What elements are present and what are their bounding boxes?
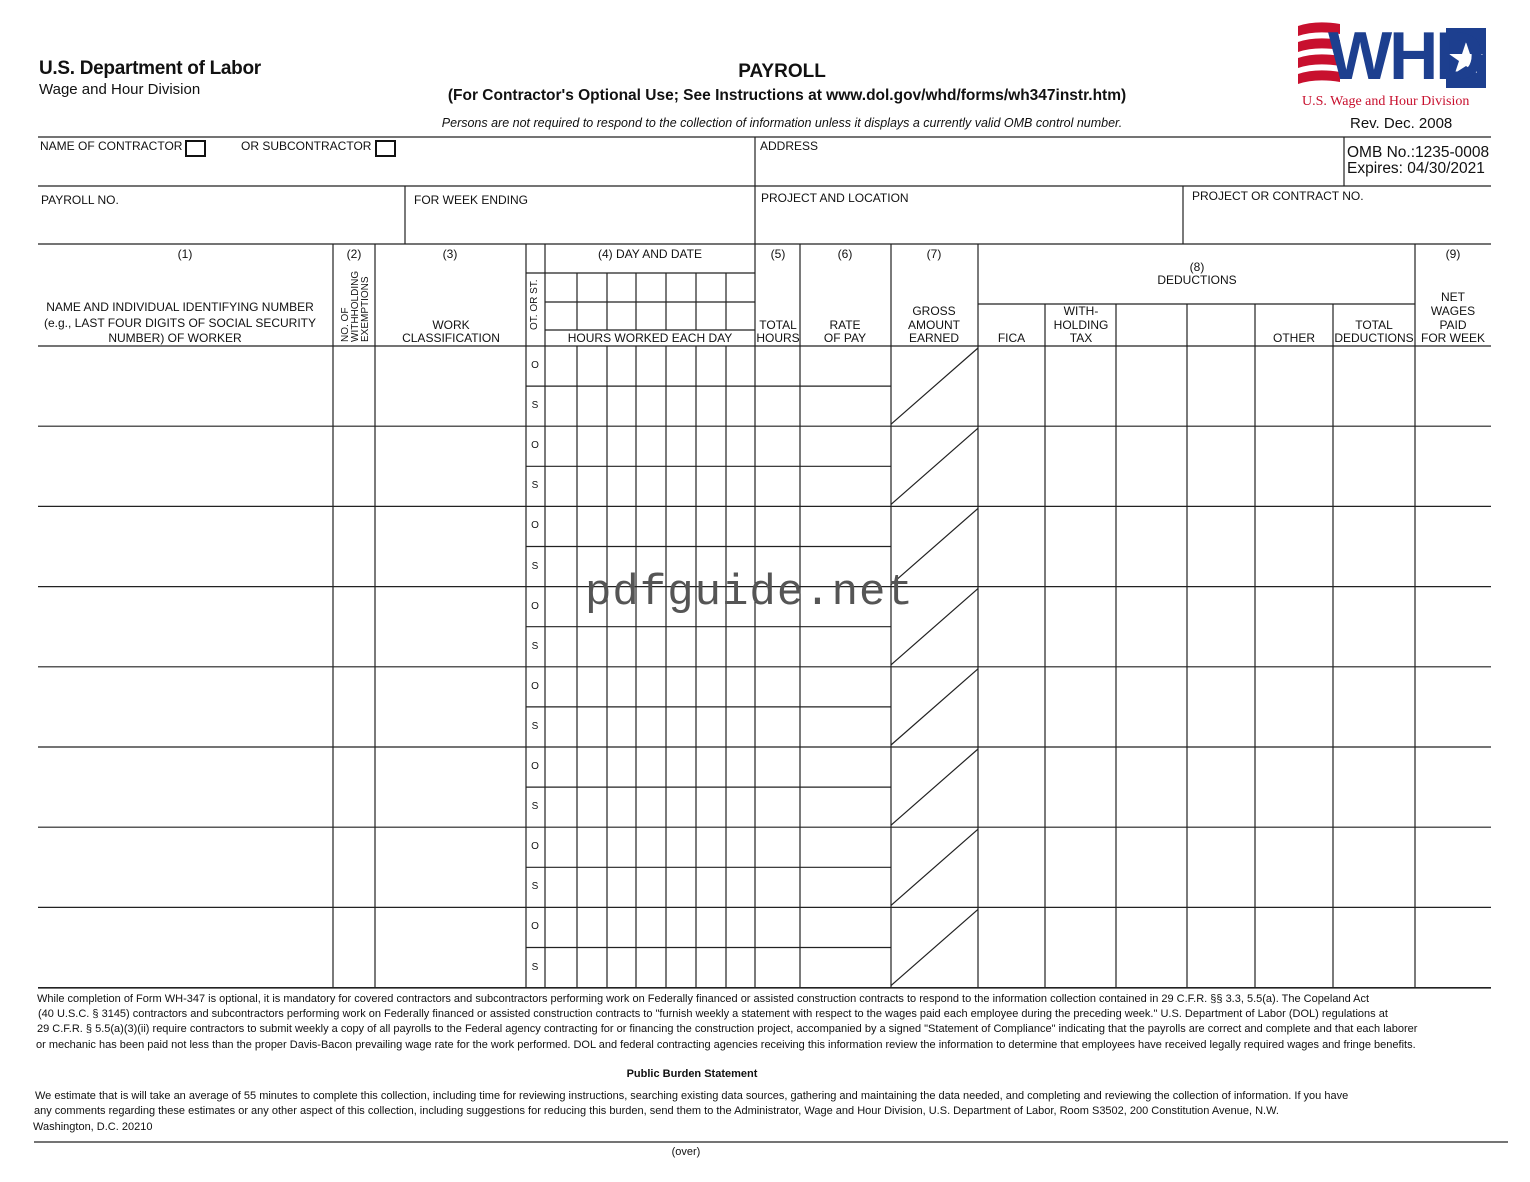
gross-diagonal — [891, 829, 978, 905]
payroll-no-field[interactable] — [40, 208, 400, 240]
straight-time-marker: S — [531, 560, 539, 572]
straight-time-marker: S — [531, 720, 539, 732]
col7-number: (7) — [926, 247, 942, 261]
division-name: Wage and Hour Division — [39, 81, 201, 98]
gross-diagonal — [891, 669, 978, 745]
col1-label-line2: (e.g., LAST FOUR DIGITS OF SOCIAL SECURITY — [43, 316, 317, 330]
legal-line-1: While completion of Form WH-347 is optional, it is mandatory for covered contractors and subcontractors performing work on Federally financed or assisted construction contracts to respond to the information collection contained in 29 C.F.R. §§ 3.3, 5.5(a). The Copeland Act — [37, 993, 1370, 1005]
col6-label-line2: OF PAY — [823, 331, 867, 345]
col2-label-line1: NO. OF — [340, 307, 351, 342]
col7-label-line2: AMOUNT — [908, 318, 960, 332]
burden-line-2: any comments regarding these estimates or any other aspect of this collection, including suggestions for reducing this burden, send them to the Administrator, Wage and Hour Division, U.S. Department of Labor, Room S3502, 200 Constitution Avenue, N.W. — [34, 1105, 1279, 1117]
col3-number: (3) — [442, 247, 458, 261]
col6-label-line1: RATE — [829, 318, 861, 332]
logo-text: WHD — [1328, 18, 1482, 94]
omb-expires: Expires: 04/30/2021 — [1347, 160, 1485, 177]
straight-time-marker: S — [531, 801, 539, 813]
fica-label: FICA — [997, 331, 1026, 345]
col5-label-line2: HOURS — [756, 331, 800, 345]
overtime-marker: O — [531, 680, 539, 692]
burden-line-1: We estimate that is will take an average of 55 minutes to complete this collection, including time for reviewing instructions, searching existing data sources, gathering and maintaining the data needed, and completing and reviewing the collection of information. If you have — [35, 1090, 1349, 1102]
overtime-marker: O — [531, 841, 539, 853]
straight-time-marker: S — [531, 961, 539, 973]
ot-st-label: OT. OR ST. — [529, 279, 540, 330]
col9-label-line2: WAGES — [1430, 304, 1476, 318]
logo-caption: U.S. Wage and Hour Division — [1302, 94, 1470, 109]
col1-number: (1) — [177, 247, 193, 261]
revision-date: Rev. Dec. 2008 — [1350, 115, 1453, 132]
overtime-marker: O — [531, 600, 539, 612]
over-label: (over) — [671, 1146, 701, 1158]
col2-label-line2: WITHHOLDING — [350, 270, 361, 342]
col2-label — [341, 262, 371, 342]
overtime-marker: O — [531, 440, 539, 452]
address-label: ADDRESS — [760, 139, 819, 153]
col7-label-line3: EARNED — [908, 331, 959, 345]
col3-label-line1: WORK — [432, 318, 470, 332]
watermark: pdfguide.net — [585, 568, 914, 618]
total-deductions-label-line2: DEDUCTIONS — [1334, 331, 1414, 345]
straight-time-marker: S — [531, 881, 539, 893]
gross-diagonal — [891, 348, 978, 424]
overtime-marker: O — [531, 360, 539, 371]
col3-label-line2: CLASSIFICATION — [402, 331, 500, 345]
col7-label-line1: GROSS — [912, 304, 956, 318]
burden-title: Public Burden Statement — [626, 1068, 758, 1080]
straight-time-marker: S — [531, 400, 539, 412]
col2-number: (2) — [346, 247, 362, 261]
col9-label-line4: FOR WEEK — [1420, 331, 1485, 345]
withholding-label-line2: HOLDING — [1053, 318, 1109, 332]
col5-number: (5) — [770, 247, 786, 261]
overtime-marker: O — [531, 921, 539, 933]
agency-name: U.S. Department of Labor — [39, 58, 261, 79]
overtime-marker: O — [531, 520, 539, 532]
col2-label-line3: EXEMPTIONS — [360, 276, 371, 342]
withholding-label-line1: WITH- — [1063, 304, 1099, 318]
contractor-name-field[interactable] — [40, 155, 752, 183]
week-ending-field[interactable] — [408, 208, 752, 240]
project-location-field[interactable] — [758, 208, 1178, 240]
legal-line-4: or mechanic has been paid not less than the proper Davis-Bacon prevailing wage rate for the work performed. DOL and federal contracting agencies receiving this information review the information to determine that employees have received legally required wages and fringe benefits. — [36, 1039, 1416, 1051]
col6-number: (6) — [837, 247, 853, 261]
col4-sublabel: HOURS WORKED EACH DAY — [567, 331, 733, 345]
payroll-no-label: PAYROLL NO. — [41, 193, 119, 207]
withholding-label-line3: TAX — [1069, 331, 1093, 345]
address-field[interactable] — [758, 155, 1338, 183]
form-subtitle: (For Contractor's Optional Use; See Instructions at www.dol.gov/whd/forms/wh347instr.htm) — [447, 87, 1127, 104]
col8-label: DEDUCTIONS — [1157, 273, 1237, 287]
col4-label: (4) DAY AND DATE — [597, 247, 703, 261]
contract-no-field[interactable] — [1188, 208, 1488, 240]
gross-diagonal — [891, 749, 978, 825]
omb-notice: Persons are not required to respond to the collection of information unless it displays a currently valid OMB control number. — [441, 116, 1123, 130]
col8-number: (8) — [1189, 260, 1205, 274]
week-ending-label: FOR WEEK ENDING — [414, 193, 529, 207]
col5-label-line1: TOTAL — [759, 318, 797, 332]
form-title: PAYROLL — [738, 61, 826, 82]
legal-line-3: 29 C.F.R. § 5.5(a)(3)(ii) require contractors to submit weekly a copy of all payrolls to the Federal agency contracting for or financing the construction project, accompanied by a signed "Statement of Compliance" indicating that the payrolls are correct and complete and that each laborer — [37, 1023, 1418, 1035]
col9-number: (9) — [1445, 247, 1461, 261]
overtime-marker: O — [531, 761, 539, 772]
total-deductions-label-line1: TOTAL — [1355, 318, 1393, 332]
gross-diagonal — [891, 428, 978, 504]
legal-line-2: (40 U.S.C. § 3145) contractors and subcontractors performing work on Federally financed or assisted construction contracts to "furnish weekly a statement with respect to the wages paid each employee during the preceding week." U.S. Department of Labor (DOL) regulations at — [38, 1008, 1388, 1020]
col9-label-line3: PAID — [1439, 318, 1467, 332]
omb-number: OMB No.:1235-0008 — [1347, 144, 1490, 161]
gross-diagonal — [891, 909, 978, 985]
straight-time-marker: S — [531, 480, 539, 492]
col1-label-line3: NUMBER) OF WORKER — [108, 331, 242, 345]
other-label: OTHER — [1273, 331, 1315, 345]
straight-time-marker: S — [531, 640, 539, 652]
col9-label-line1: NET — [1441, 290, 1465, 304]
col1-label-line1: NAME AND INDIVIDUAL IDENTIFYING NUMBER — [46, 300, 314, 314]
contract-no-label: PROJECT OR CONTRACT NO. — [1192, 189, 1364, 203]
subcontractor-label: OR SUBCONTRACTOR — [241, 139, 372, 153]
burden-line-3: Washington, D.C. 20210 — [33, 1121, 153, 1133]
project-location-label: PROJECT AND LOCATION — [761, 191, 909, 205]
contractor-label: NAME OF CONTRACTOR — [40, 139, 183, 153]
